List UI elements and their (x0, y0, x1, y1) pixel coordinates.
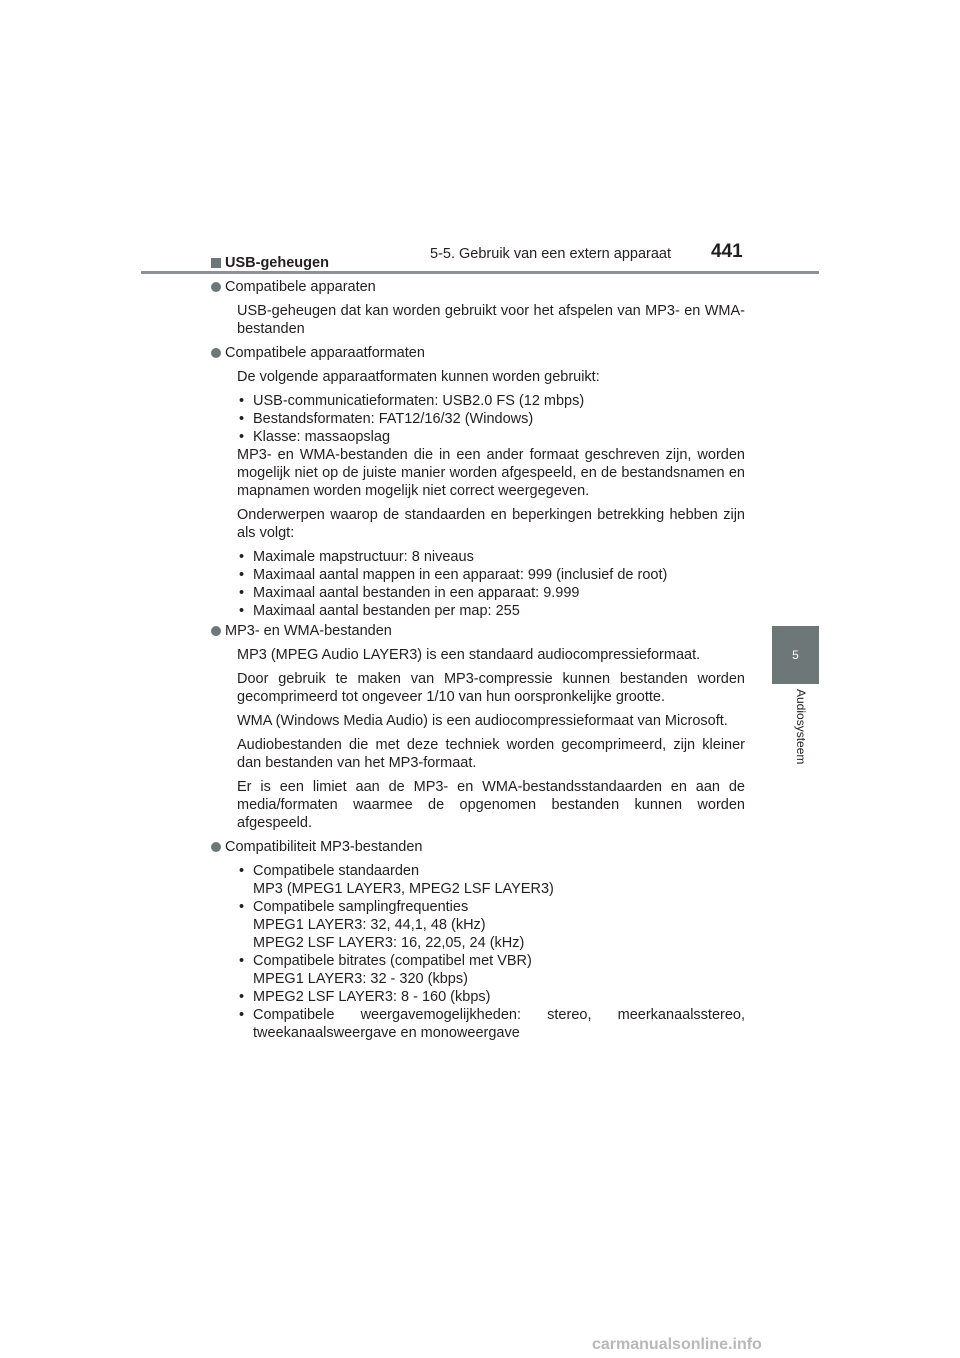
block-heading-devices (211, 278, 745, 296)
paragraph: MP3- en WMA-bestanden die in een ander formaat geschreven zijn, worden mogelijk niet op de juiste manier worden afgespeeld, en de bestandsnamen en mapnamen worden mogelijk niet correct weergegeven. (237, 447, 745, 499)
page-number: 441 (711, 241, 743, 262)
list-item: • Maximaal aantal mappen in een apparaat: 999 (inclusief de root) (239, 567, 668, 583)
list-item-sub: MPEG1 LAYER3: 32, 44,1, 48 (kHz) (253, 917, 486, 933)
paragraph: Er is een limiet aan de MP3- en WMA-bestandsstandaarden en aan de media/formaten waarmee de opgenomen bestanden kunnen worden afgespeeld. (237, 779, 745, 831)
list-item: • USB-communicatieformaten: USB2.0 FS (12 mbps) (239, 393, 585, 409)
circle-bullet-icon (211, 842, 221, 852)
format-list (237, 392, 745, 446)
list-item: • Compatibele standaarden (239, 863, 420, 879)
list-item-sub: MPEG2 LSF LAYER3: 16, 22,05, 24 (kHz) (253, 935, 525, 951)
block-heading-text: MP3- en WMA-bestanden (225, 623, 392, 639)
square-bullet-icon (211, 258, 221, 268)
list-item: • Compatibele weergavemogelijkheden: stereo, meerkanaalsstereo, (239, 1007, 745, 1023)
page-content (211, 254, 745, 1042)
circle-bullet-icon (211, 282, 221, 292)
paragraph: WMA (Windows Media Audio) is een audiocompressieformaat van Microsoft. (237, 713, 728, 729)
list-item: • Maximale mapstructuur: 8 niveaus (239, 549, 474, 565)
list-item: • Compatibele samplingfrequenties (239, 899, 469, 915)
list-item: • Maximaal aantal bestanden in een apparaat: 9.999 (239, 585, 580, 601)
running-header-title: 5-5. Gebruik van een extern apparaat (430, 246, 672, 262)
paragraph: De volgende apparaatformaten kunnen worden gebruikt: (237, 369, 600, 385)
list-item: • Maximaal aantal bestanden per map: 255 (239, 603, 520, 619)
paragraph: Onderwerpen waarop de standaarden en beperkingen betrekking hebben zijn als volgt: (237, 507, 745, 541)
block-heading-formats (211, 344, 745, 362)
list-item-sub: MP3 (MPEG1 LAYER3, MPEG2 LSF LAYER3) (253, 881, 554, 897)
paragraph: MP3 (MPEG Audio LAYER3) is een standaard audiocompressieformaat. (237, 647, 701, 663)
block-heading-text: Compatibiliteit MP3-bestanden (225, 839, 423, 855)
chapter-label: Audiosysteem (794, 689, 808, 765)
circle-bullet-icon (211, 626, 221, 636)
block-heading-mp3-compat (211, 838, 745, 856)
paragraph: USB-geheugen dat kan worden gebruikt voor het afspelen van MP3- en WMA-bestanden (237, 303, 745, 337)
list-item: • Compatibele bitrates (compatibel met VBR) (239, 953, 532, 969)
list-item-sub: MPEG1 LAYER3: 32 - 320 (kbps) (253, 971, 468, 987)
paragraph: Audiobestanden die met deze techniek worden gecomprimeerd, zijn kleiner dan bestanden van het MP3-formaat. (237, 737, 745, 771)
list-item: • Bestandsformaten: FAT12/16/32 (Windows) (239, 411, 534, 427)
list-item: • MPEG2 LSF LAYER3: 8 - 160 (kbps) (239, 989, 491, 1005)
block-heading-text: Compatibele apparaten (225, 279, 376, 295)
section-heading (211, 254, 745, 272)
circle-bullet-icon (211, 348, 221, 358)
block-heading-text: Compatibele apparaatformaten (225, 345, 425, 361)
list-item-sub: tweekanaalsweergave en monoweergave (253, 1025, 520, 1041)
section-heading-text: USB-geheugen (225, 255, 329, 271)
block-heading-mp3-wma (211, 622, 745, 640)
paragraph: Door gebruik te maken van MP3-compressie kunnen bestanden worden gecomprimeerd tot ongeveer 1/10 van hun oorspronkelijke grootte. (237, 671, 745, 705)
watermark: carmanualsonline.info (592, 1336, 762, 1353)
limits-list (237, 548, 745, 620)
chapter-tab: 5 (772, 626, 819, 684)
list-item: • Klasse: massaopslag (239, 429, 391, 445)
